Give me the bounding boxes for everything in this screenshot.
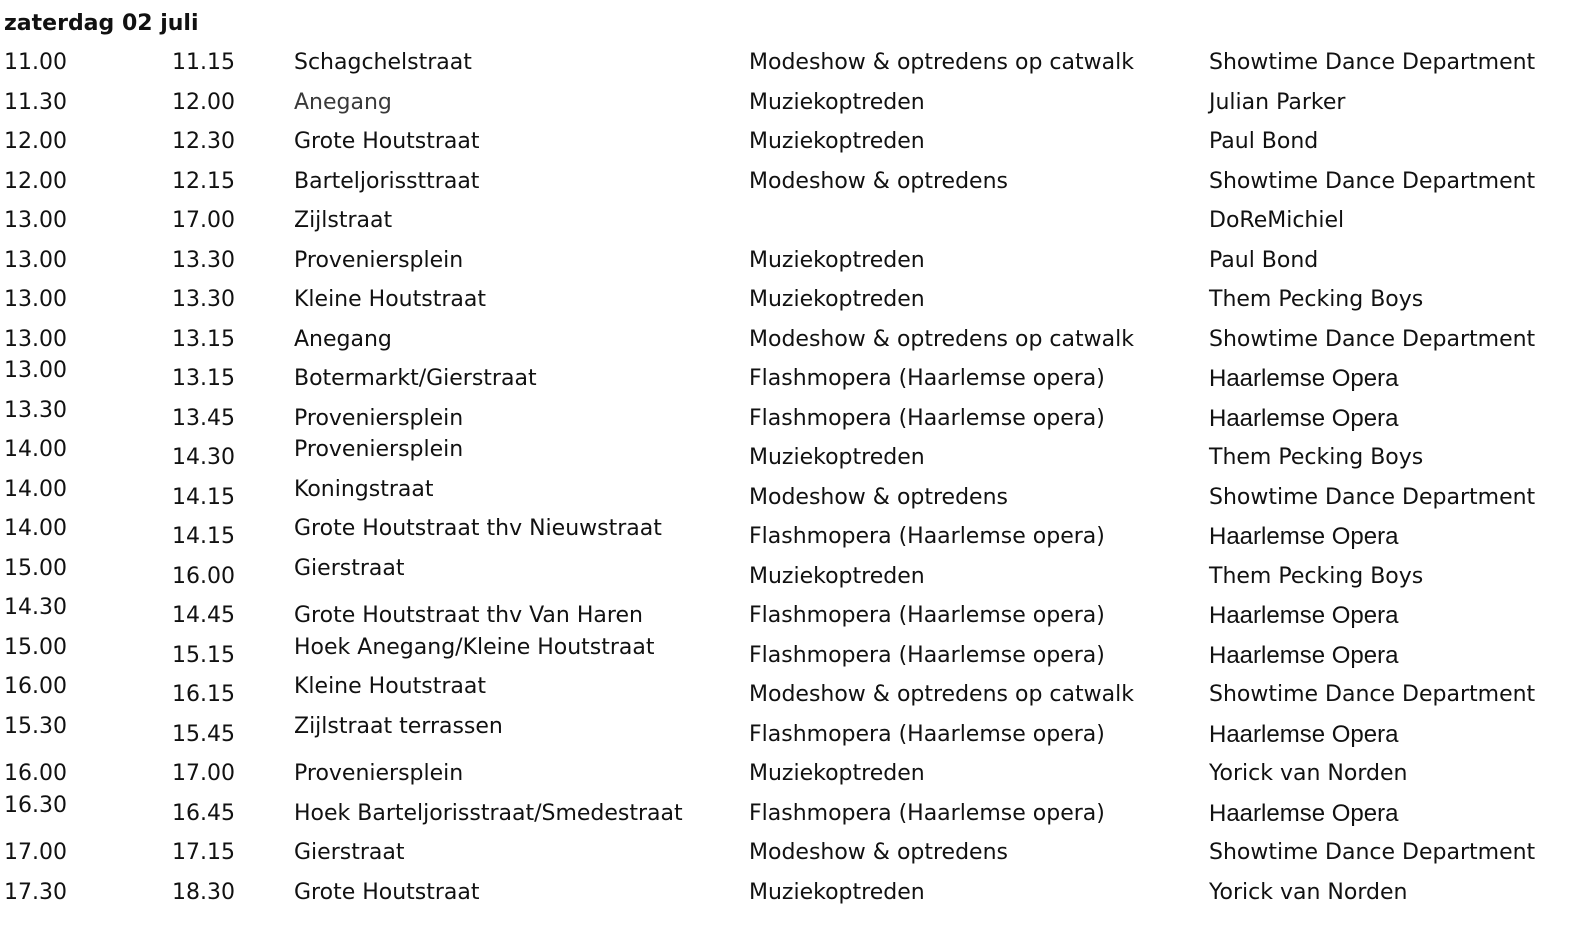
start-time: 14.30: [4, 595, 67, 620]
activity: Modeshow & optredens op catwalk: [749, 682, 1134, 707]
location: Grote Houtstraat: [294, 129, 480, 154]
activity: Modeshow & optredens: [749, 484, 1008, 510]
start-time: 17.30: [4, 879, 67, 905]
table-row: [0, 875, 1588, 915]
end-time: 12.00: [172, 89, 235, 115]
location: Kleine Houtstraat: [294, 674, 486, 699]
start-time: 14.00: [4, 516, 67, 541]
start-time: 16.30: [4, 792, 67, 818]
end-time: 12.30: [172, 129, 235, 154]
start-time: 11.00: [4, 50, 67, 75]
performer: Showtime Dance Department: [1209, 840, 1536, 865]
table-row: [0, 595, 1588, 638]
activity: Muziekoptreden: [749, 247, 925, 273]
performer: Showtime Dance Department: [1209, 326, 1536, 352]
start-time: 13.30: [4, 397, 67, 423]
location: Hoek Barteljorisstraat/Smedestraat: [294, 800, 683, 826]
location: Hoek Anegang/Kleine Houtstraat: [294, 634, 655, 660]
end-time: 16.00: [172, 563, 235, 589]
start-time: 13.00: [4, 208, 67, 233]
start-time: 12.00: [4, 129, 67, 154]
activity: Muziekoptreden: [749, 445, 925, 470]
start-time: 12.00: [4, 168, 67, 194]
table-row: [0, 397, 1588, 441]
activity: Flashmopera (Haarlemse opera): [749, 642, 1105, 668]
location: Proveniersplein: [294, 761, 464, 786]
end-time: 12.15: [172, 168, 235, 194]
table-row: [0, 243, 1588, 283]
performer: Haarlemse Opera: [1209, 523, 1399, 550]
table-row: [0, 476, 1588, 520]
activity: Flashmopera (Haarlemse opera): [749, 721, 1105, 747]
start-time: 13.00: [4, 287, 67, 312]
performer: Them Pecking Boys: [1209, 445, 1424, 470]
activity: Flashmopera (Haarlemse opera): [749, 405, 1105, 431]
end-time: 14.45: [172, 603, 235, 628]
day-heading: zaterdag 02 juli: [4, 11, 199, 36]
end-time: 16.15: [172, 682, 235, 707]
activity: Flashmopera (Haarlemse opera): [749, 603, 1105, 628]
table-row: [0, 713, 1588, 757]
end-time: 15.15: [172, 642, 235, 668]
end-time: 14.30: [172, 445, 235, 470]
end-time: 13.30: [172, 287, 235, 312]
location: Gierstraat: [294, 840, 405, 865]
activity: Modeshow & optredens: [749, 168, 1008, 194]
performer: Haarlemse Opera: [1209, 641, 1399, 669]
location: Kleine Houtstraat: [294, 287, 486, 312]
end-time: 13.15: [172, 326, 235, 352]
performer: Haarlemse Opera: [1209, 365, 1399, 392]
end-time: 13.15: [172, 366, 235, 391]
table-row: [0, 203, 1588, 243]
end-time: 17.15: [172, 840, 235, 865]
performer: Showtime Dance Department: [1209, 484, 1536, 510]
end-time: 17.00: [172, 761, 235, 786]
performer: Haarlemse Opera: [1209, 799, 1399, 827]
activity: Modeshow & optredens op catwalk: [749, 326, 1134, 352]
start-time: 13.00: [4, 358, 67, 383]
table-row: [0, 124, 1588, 164]
location: Grote Houtstraat: [294, 879, 480, 905]
performer: Paul Bond: [1209, 129, 1319, 154]
table-row: [0, 634, 1588, 678]
performer: Haarlemse Opera: [1209, 602, 1399, 629]
location: Grote Houtstraat thv Nieuwstraat: [294, 516, 662, 541]
location: Anegang: [294, 326, 392, 352]
end-time: 17.00: [172, 208, 235, 233]
end-time: 13.30: [172, 247, 235, 273]
activity: Muziekoptreden: [749, 287, 925, 312]
location: Zijlstraat terrassen: [294, 713, 503, 739]
performer: Showtime Dance Department: [1209, 168, 1536, 194]
performer: Showtime Dance Department: [1209, 682, 1536, 707]
start-time: 13.00: [4, 247, 67, 273]
table-row: [0, 164, 1588, 204]
activity: Muziekoptreden: [749, 129, 925, 154]
schedule-table: [0, 45, 1588, 914]
activity: Muziekoptreden: [749, 89, 925, 115]
activity: Modeshow & optredens op catwalk: [749, 50, 1134, 75]
end-time: 16.45: [172, 800, 235, 826]
table-row: [0, 674, 1588, 717]
start-time: 11.30: [4, 89, 67, 115]
activity: Modeshow & optredens: [749, 840, 1008, 865]
table-row: [0, 756, 1588, 796]
start-time: 16.00: [4, 761, 67, 786]
end-time: 14.15: [172, 524, 235, 549]
activity: Muziekoptreden: [749, 563, 925, 589]
activity: Flashmopera (Haarlemse opera): [749, 800, 1105, 826]
start-time: 14.00: [4, 476, 67, 502]
performer: Paul Bond: [1209, 247, 1319, 273]
location: Schagchelstraat: [294, 50, 472, 75]
start-time: 17.00: [4, 840, 67, 865]
table-row: [0, 322, 1588, 362]
location: Grote Houtstraat thv Van Haren: [294, 603, 643, 628]
performer: Showtime Dance Department: [1209, 50, 1536, 75]
location: Koningstraat: [294, 476, 434, 502]
location: Proveniersplein: [294, 437, 464, 462]
table-row: [0, 282, 1588, 322]
start-time: 15.30: [4, 713, 67, 739]
end-time: 18.30: [172, 879, 235, 905]
table-row: [0, 555, 1588, 599]
activity: Muziekoptreden: [749, 879, 925, 905]
performer: Haarlemse Opera: [1209, 720, 1399, 748]
table-row: [0, 437, 1588, 480]
location: Anegang: [294, 89, 392, 115]
table-row: [0, 835, 1588, 875]
start-time: 15.00: [4, 555, 67, 581]
performer: DoReMichiel: [1209, 208, 1345, 233]
performer: Haarlemse Opera: [1209, 404, 1399, 432]
performer: Them Pecking Boys: [1209, 563, 1424, 589]
location: Proveniersplein: [294, 247, 464, 273]
performer: Yorick van Norden: [1209, 761, 1408, 786]
location: Botermarkt/Gierstraat: [294, 366, 537, 391]
location: Zijlstraat: [294, 208, 393, 233]
start-time: 14.00: [4, 437, 67, 462]
performer: Yorick van Norden: [1209, 879, 1408, 905]
table-row: [0, 45, 1588, 85]
performer: Julian Parker: [1209, 89, 1346, 115]
location: Proveniersplein: [294, 405, 464, 431]
start-time: 13.00: [4, 326, 67, 352]
end-time: 11.15: [172, 50, 235, 75]
start-time: 15.00: [4, 634, 67, 660]
table-row: [0, 792, 1588, 836]
start-time: 16.00: [4, 674, 67, 699]
table-row: [0, 516, 1588, 559]
activity: Muziekoptreden: [749, 761, 925, 786]
end-time: 15.45: [172, 721, 235, 747]
location: Gierstraat: [294, 555, 405, 581]
location: Barteljorissttraat: [294, 168, 480, 194]
activity: Flashmopera (Haarlemse opera): [749, 524, 1105, 549]
performer: Them Pecking Boys: [1209, 287, 1424, 312]
activity: Flashmopera (Haarlemse opera): [749, 366, 1105, 391]
end-time: 14.15: [172, 484, 235, 510]
end-time: 13.45: [172, 405, 235, 431]
table-row: [0, 358, 1588, 401]
table-row: [0, 85, 1588, 125]
